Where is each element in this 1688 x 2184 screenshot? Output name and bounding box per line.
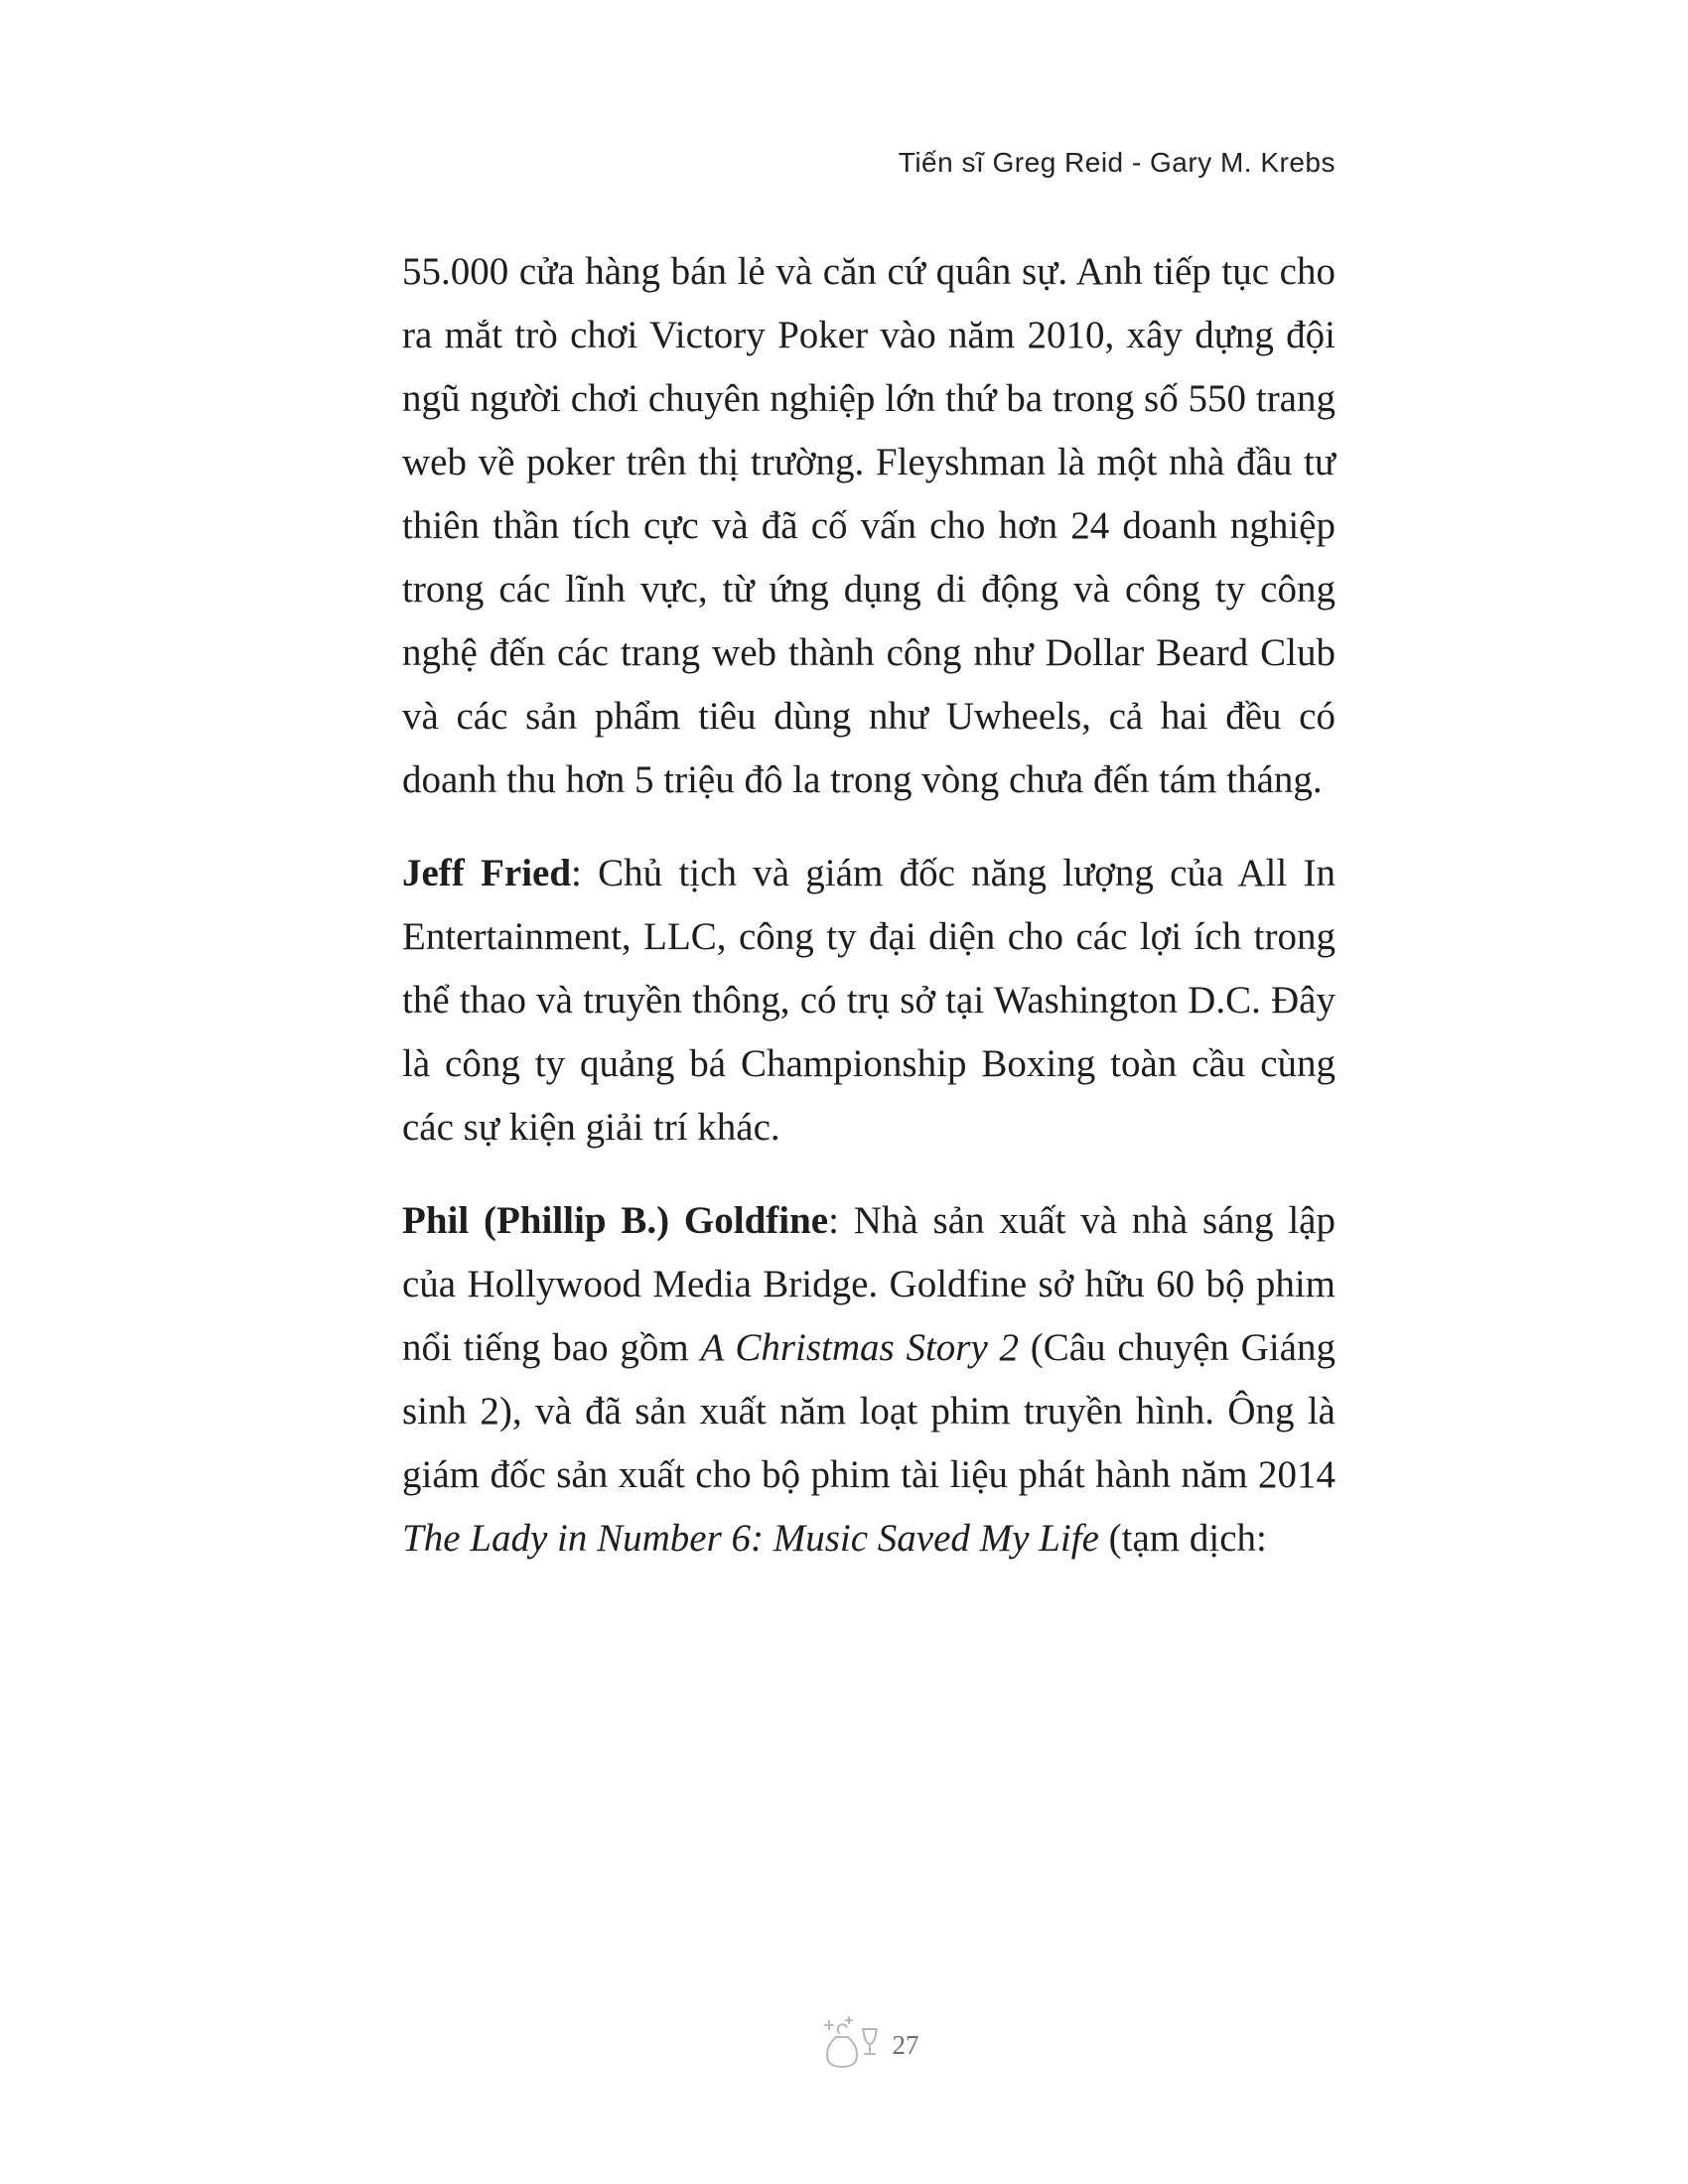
text-segment: The Lady in Number 6: Music Saved My Life — [402, 1517, 1099, 1560]
body-paragraph — [402, 1189, 1336, 1570]
text-segment: Phil (Phillip B.) Goldfine — [402, 1199, 829, 1242]
page-number: 27 — [892, 2029, 919, 2060]
text-segment: 55.000 cửa hàng bán lẻ và căn cứ quân sự. Anh tiếp tục cho ra mắt trò chơi Victory Poker vào năm 2010, xây dựng đội ngũ người chơi chuyên nghiệp lớn thứ ba trong số 550 trang web về poker trên thị trường. Fleyshman là một nhà đầu tư thiên thần tích cực và đã cố vấn cho hơn 24 doanh nghiệp trong các lĩnh vực, từ ứng dụng di động và công ty công nghệ đến các trang web thành công như Dollar Beard Club và các sản phẩm tiêu dùng như Uwheels, cả hai đều có doanh thu hơn 5 triệu đô la trong vòng chưa đến tám tháng. — [402, 250, 1336, 801]
body-paragraph — [402, 842, 1336, 1160]
text-segment: Jeff Fried — [402, 852, 572, 894]
body-text-column — [402, 240, 1336, 1570]
text-segment: : Chủ tịch và giám đốc năng lượng của All In Entertainment, LLC, công ty đại diện cho các lợi ích trong thể thao và truyền thông, có trụ sở tại Washington D.C. Đây là công ty quảng bá Championship Boxing toàn cầu cùng các sự kiện giải trí khác. — [402, 852, 1336, 1149]
running-head: Tiến sĩ Greg Reid - Gary M. Krebs — [898, 147, 1336, 178]
footer-ornament-icon — [819, 2013, 883, 2071]
page-footer — [402, 2013, 1336, 2071]
body-paragraph — [402, 240, 1336, 812]
text-segment: A Christmas Story 2 — [700, 1326, 1020, 1369]
text-segment: : Nhà sản xuất và nhà sáng lập của Hollywood Media Bridge. Goldfine sở hữu 60 bộ phim nổi tiếng bao gồm — [402, 1199, 1336, 1369]
text-segment: (Câu chuyện Giáng sinh 2), và đã sản xuất năm loạt phim truyền hình. Ông là giám đốc sản xuất cho bộ phim tài liệu phát hành năm 2014 — [402, 1326, 1336, 1496]
text-segment: (tạm dịch: — [1098, 1517, 1267, 1560]
